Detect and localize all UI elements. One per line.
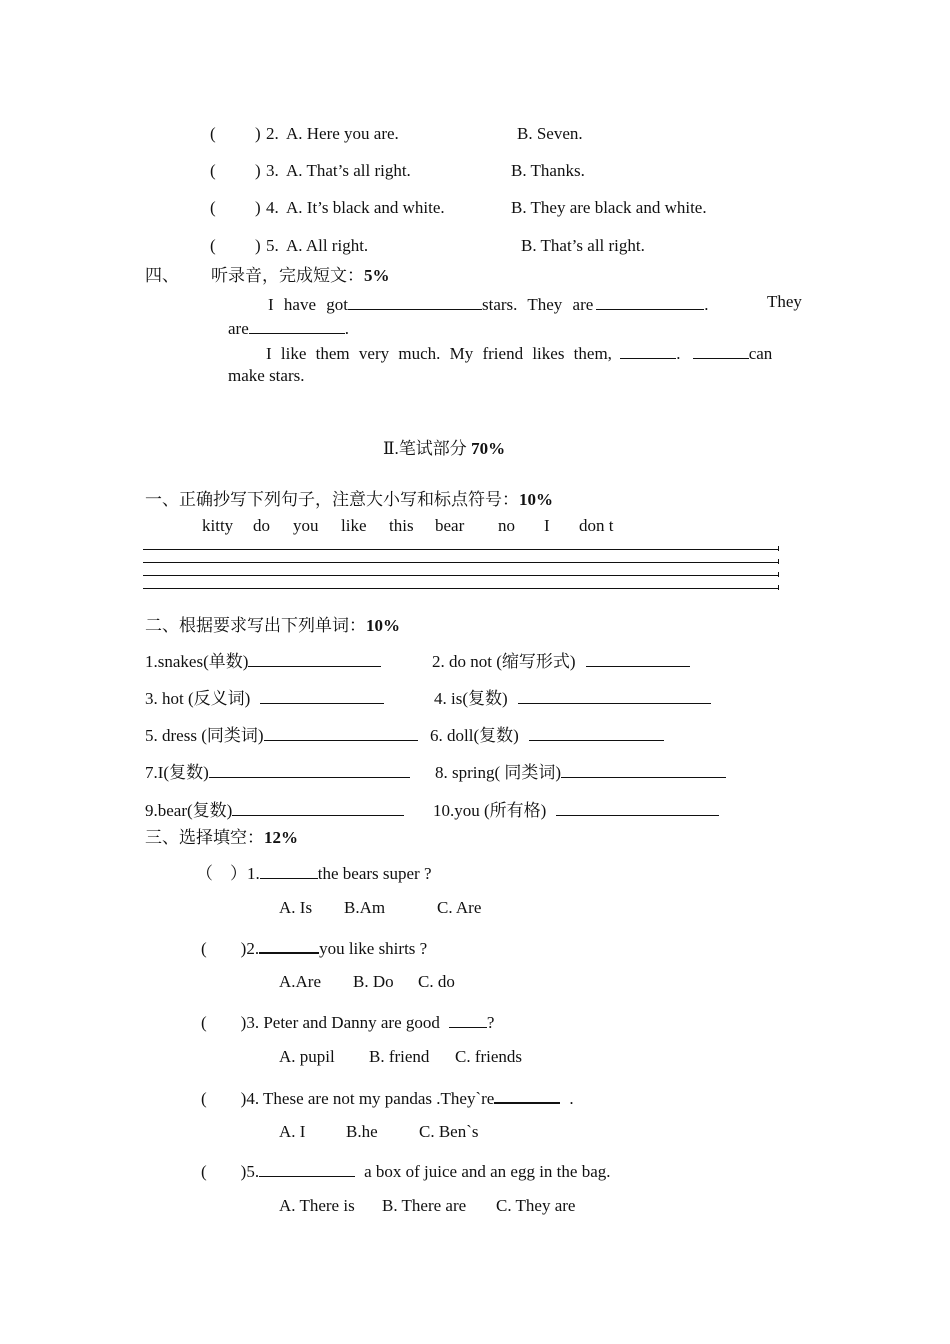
passage-text: They xyxy=(767,292,802,311)
question-number: 5. xyxy=(266,236,279,255)
choice-option[interactable]: C. Ben`s xyxy=(419,1122,479,1141)
word-prompt: 4. is(复数) xyxy=(434,689,508,708)
word-item xyxy=(434,685,711,710)
question-number: 2. xyxy=(266,124,279,143)
question-text: ? xyxy=(486,1013,495,1032)
choice-option[interactable]: A.Are xyxy=(279,972,322,991)
answer-blank[interactable] xyxy=(260,685,384,704)
answer-blank[interactable] xyxy=(259,1158,355,1177)
answer-blank[interactable] xyxy=(264,722,418,741)
question-text: the bears super ? xyxy=(317,864,432,883)
answer-paren[interactable]: ( ) xyxy=(201,1162,247,1181)
scrambled-word: do xyxy=(253,516,270,535)
writing-line[interactable] xyxy=(143,575,778,576)
word-item xyxy=(432,648,690,673)
section-heading xyxy=(145,827,298,849)
writing-line[interactable] xyxy=(143,549,778,550)
writing-line[interactable] xyxy=(143,588,778,589)
section-score: 10% xyxy=(366,616,400,635)
question-text: . xyxy=(569,1089,574,1108)
choice-option[interactable]: A. Is xyxy=(279,898,313,917)
word-item xyxy=(433,797,719,822)
choice-question xyxy=(201,1009,494,1034)
answer-paren-close: ) xyxy=(255,198,261,217)
passage-text: I have got xyxy=(268,295,348,314)
answer-paren-close: ) xyxy=(255,236,261,255)
answer-blank[interactable] xyxy=(529,722,664,741)
section-heading-text: 听录音，完成短文： xyxy=(211,266,364,285)
passage-text: stars. They are xyxy=(481,295,594,314)
question-number: 4. xyxy=(266,198,279,217)
answer-blank[interactable] xyxy=(561,759,726,778)
choice-option[interactable]: B. There are xyxy=(382,1196,467,1215)
passage-line-3 xyxy=(266,340,772,365)
choice-option[interactable]: B.he xyxy=(346,1122,378,1141)
choice-option[interactable]: A. There is xyxy=(279,1196,355,1215)
scrambled-word: don t xyxy=(579,516,614,535)
section-heading xyxy=(145,615,400,637)
scrambled-word: I xyxy=(544,516,550,535)
choice-option[interactable]: A. pupil xyxy=(279,1047,335,1066)
blank-field[interactable] xyxy=(596,291,704,310)
blank-field[interactable] xyxy=(620,340,676,359)
question-text: 1. xyxy=(247,864,260,883)
answer-blank[interactable] xyxy=(518,685,711,704)
scrambled-word: kitty xyxy=(202,516,234,535)
word-item xyxy=(430,722,664,747)
written-section-title xyxy=(383,438,505,460)
word-prompt: 8. spring( 同类词) xyxy=(435,763,562,782)
passage-text: . xyxy=(676,344,681,363)
word-item xyxy=(145,759,410,784)
answer-paren[interactable]: ( ) xyxy=(201,1089,247,1108)
question-text: 3. Peter and Danny are good xyxy=(246,1013,440,1032)
word-prompt: 10.you (所有格) xyxy=(433,801,547,820)
choice-question xyxy=(196,860,432,885)
passage-text: . xyxy=(344,319,350,338)
question-text: you like shirts ? xyxy=(319,939,428,958)
passage-text: are xyxy=(228,319,249,338)
section-score: 5% xyxy=(364,266,390,285)
answer-paren-open: ( xyxy=(210,198,216,217)
answer-blank[interactable] xyxy=(586,648,690,667)
blank-field[interactable] xyxy=(249,315,345,334)
answer-paren-close: ) xyxy=(255,161,261,180)
option-b: B. They are black and white. xyxy=(511,198,707,217)
title-prefix: Ⅱ. xyxy=(383,439,399,458)
section-number: 四、 xyxy=(145,266,179,285)
scrambled-word: you xyxy=(293,516,319,535)
question-text: 5. xyxy=(246,1162,260,1181)
choice-question xyxy=(201,1158,611,1183)
scrambled-word: no xyxy=(498,516,515,535)
answer-blank[interactable] xyxy=(259,934,319,954)
choice-question xyxy=(201,1084,574,1110)
answer-paren[interactable]: ( ) xyxy=(201,1013,247,1032)
word-prompt: 1.snakes(单数) xyxy=(145,652,249,671)
option-a: A. All right. xyxy=(286,236,369,255)
passage-text: I like them very much. My friend likes them, xyxy=(266,344,612,363)
section-score: 10% xyxy=(519,490,553,509)
title-text: 笔试部分 xyxy=(398,439,472,458)
blank-field[interactable] xyxy=(348,291,482,310)
option-a: A. Here you are. xyxy=(286,124,399,143)
passage-text: make stars. xyxy=(228,366,305,385)
word-item xyxy=(145,648,381,673)
choice-option[interactable]: C. Are xyxy=(437,898,482,917)
question-number: 3. xyxy=(266,161,279,180)
answer-blank[interactable] xyxy=(260,860,318,879)
word-prompt: 6. doll(复数) xyxy=(430,726,519,745)
word-item xyxy=(145,722,418,747)
option-a: A. It’s black and white. xyxy=(286,198,445,217)
choice-option[interactable]: C. They are xyxy=(496,1196,576,1215)
option-b: B. Seven. xyxy=(517,124,583,143)
word-prompt: 7.I(复数) xyxy=(145,763,209,782)
option-b: B. Thanks. xyxy=(511,161,585,180)
choice-option[interactable]: C. friends xyxy=(455,1047,523,1066)
word-prompt: 2. do not (缩写形式) xyxy=(432,652,576,671)
answer-paren-close: ) xyxy=(255,124,261,143)
section-heading-text: 三、选择填空： xyxy=(145,828,264,847)
passage-line-2 xyxy=(228,315,349,340)
answer-blank[interactable] xyxy=(494,1084,560,1104)
choice-question xyxy=(201,934,427,960)
blank-field[interactable] xyxy=(693,340,749,359)
word-prompt: 3. hot (反义词) xyxy=(145,689,251,708)
word-item xyxy=(145,797,404,822)
passage-line-1 xyxy=(268,291,709,316)
section-score: 12% xyxy=(264,828,298,847)
writing-line[interactable] xyxy=(143,562,778,563)
answer-blank[interactable] xyxy=(209,759,410,778)
word-item xyxy=(435,759,726,784)
choice-option[interactable]: B.Am xyxy=(344,898,386,917)
passage-text: . xyxy=(704,295,709,314)
answer-paren-open: ( xyxy=(210,124,216,143)
word-item xyxy=(145,685,384,710)
scrambled-word: like xyxy=(341,516,367,535)
choice-option[interactable]: C. do xyxy=(418,972,455,991)
answer-blank[interactable] xyxy=(556,797,719,816)
title-score: 70% xyxy=(471,439,506,458)
section-heading xyxy=(145,489,553,511)
choice-option[interactable]: B. Do xyxy=(353,972,394,991)
question-text: 4. These are not my pandas .They`re xyxy=(246,1089,495,1108)
answer-paren[interactable]: （ ） xyxy=(196,864,247,883)
section-heading-text: 二、根据要求写出下列单词： xyxy=(145,616,366,635)
choice-option[interactable]: B. friend xyxy=(369,1047,430,1066)
question-text: a box of juice and an egg in the bag. xyxy=(364,1162,611,1181)
answer-blank[interactable] xyxy=(449,1009,487,1028)
word-prompt: 9.bear(复数) xyxy=(145,801,233,820)
scrambled-word: bear xyxy=(435,516,465,535)
answer-paren[interactable]: ( ) xyxy=(201,939,247,958)
answer-blank[interactable] xyxy=(248,648,381,667)
question-text: 2. xyxy=(246,939,260,958)
answer-blank[interactable] xyxy=(232,797,404,816)
answer-paren-open: ( xyxy=(210,236,216,255)
scrambled-word: this xyxy=(389,516,414,535)
answer-paren-open: ( xyxy=(210,161,216,180)
word-prompt: 5. dress (同类词) xyxy=(145,726,264,745)
section-heading xyxy=(211,265,390,287)
option-b: B. That’s all right. xyxy=(521,236,645,255)
section-heading-text: 一、正确抄写下列句子，注意大小写和标点符号： xyxy=(145,490,519,509)
passage-text: can xyxy=(748,344,773,363)
option-a: A. That’s all right. xyxy=(286,161,411,180)
choice-option[interactable]: A. I xyxy=(279,1122,306,1141)
